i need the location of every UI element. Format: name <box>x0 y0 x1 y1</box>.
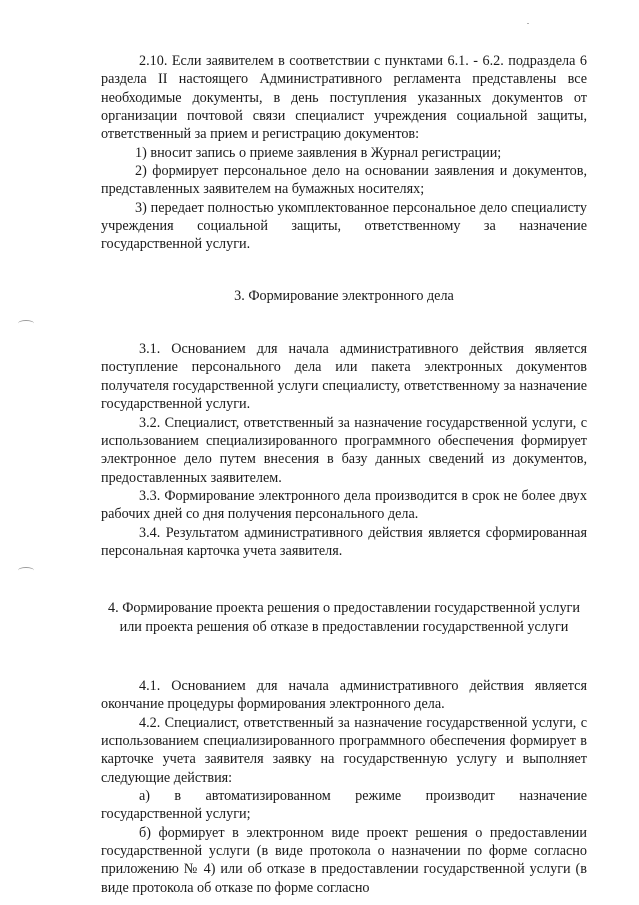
scan-artifact <box>18 320 34 327</box>
list-item-b: б) формирует в электронном виде проект решения о предоставлении государственной услуги (в виде протокола о назначении по форме согласно приложению № 4) или об отказе в предоставлении государственной услуги (в виде протокола об отказе по форме согласно <box>101 824 587 896</box>
scan-speck <box>527 23 529 24</box>
paragraph-4-1: 4.1. Основанием для начала административного действия является окончание процедуры формирования электронного дела. <box>101 677 587 713</box>
paragraph-3-1: 3.1. Основанием для начала административного действия является поступление персонального дела или пакета электронных документов получателя государственной услуги специалисту, ответственному за назначение государственной услуги. <box>101 341 587 413</box>
document-body <box>101 52 587 897</box>
paragraph-3-3: 3.3. Формирование электронного дела производится в срок не более двух рабочих дней со дня получения персонального дела. <box>101 487 587 523</box>
section-heading-3: 3. Формирование электронного дела <box>234 287 454 304</box>
section-heading-4: 4. Формирование проекта решения о предоставлении государственной услуги или проекта решения об отказе в предоставлении государственной услуги <box>108 600 580 635</box>
scan-artifact <box>18 567 34 574</box>
list-item-1: 1) вносит запись о приеме заявления в Журнал регистрации; <box>135 144 502 161</box>
list-item-a: а) в автоматизированном режиме производит назначение государственной услуги; <box>101 788 587 823</box>
paragraph-4-2: 4.2. Специалист, ответственный за назначение государственной услуги, с использованием специализированного программного обеспечения формирует в карточке учета заявителя заявку на государственную услугу и выполняет следующие действия: <box>101 714 587 786</box>
list-item-2: 2) формирует персональное дело на основании заявления и документов, представленных заявителем на бумажных носителях; <box>101 163 587 198</box>
list-item-3: 3) передает полностью укомплектованное персональное дело специалисту учреждения социальной защиты, ответственному за назначение государственной услуги. <box>101 199 587 253</box>
paragraph-3-2: 3.2. Специалист, ответственный за назначение государственной услуги, с использованием специализированного программного обеспечения формирует электронное дело путем внесения в базу данных сведений из документов, предоставленных заявителем. <box>101 414 587 486</box>
paragraph-3-4: 3.4. Результатом административного действия является сформированная персональная карточка учета заявителя. <box>101 524 587 559</box>
paragraph-2-10: 2.10. Если заявителем в соответствии с пунктами 6.1. - 6.2. подраздела 6 раздела II настоящего Административного регламента представлены все необходимые документы, в день поступления указанных документов от организации почтовой связи специалист учреждения социальной защиты, ответственный за прием и регистрацию документов: <box>101 53 587 143</box>
